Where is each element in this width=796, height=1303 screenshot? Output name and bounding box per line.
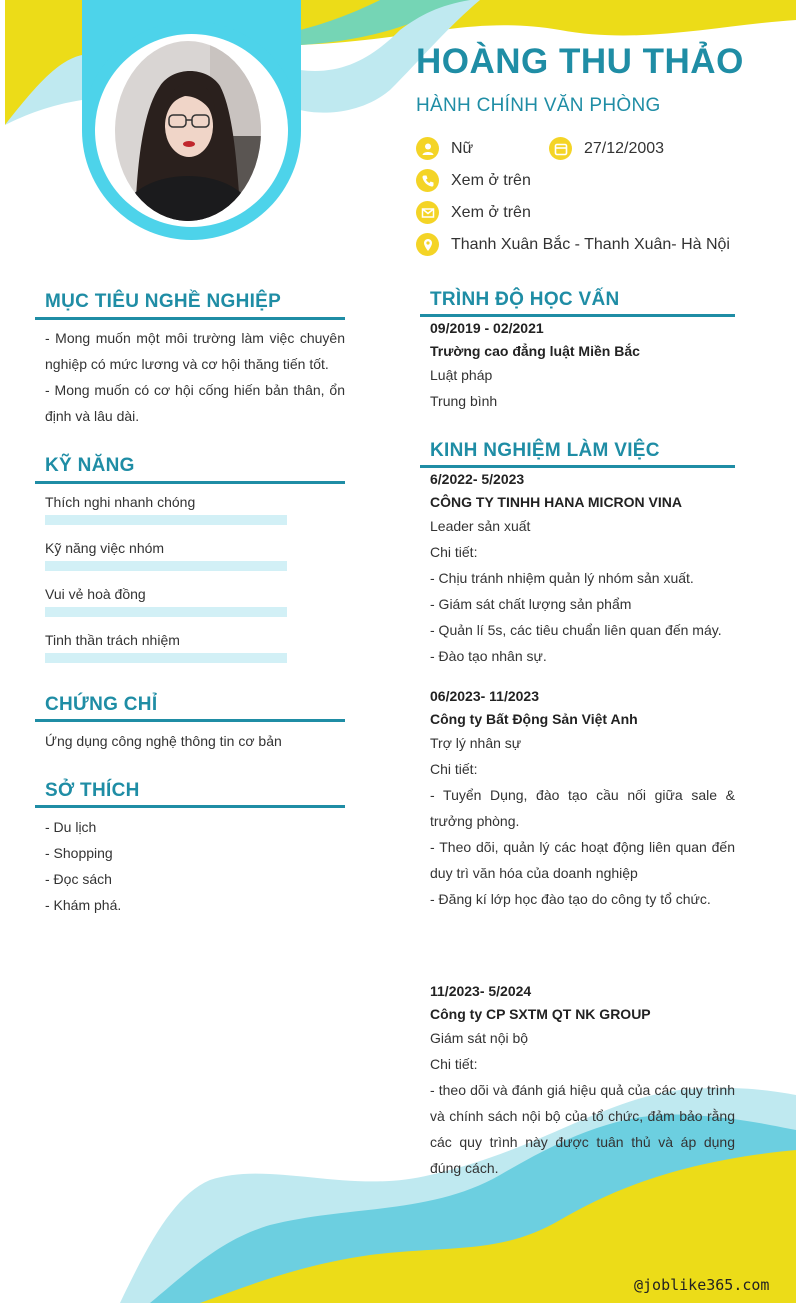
address-row bbox=[416, 233, 730, 256]
job-details-label: Chi tiết: bbox=[430, 544, 478, 560]
job-detail: - theo dõi và đánh giá hiệu quả của các quy trình và chính sách nội bộ của tổ chức, đảm bảo rằng các quy trình này được tuân thủ và áp dụng đúng cách. bbox=[430, 1082, 735, 1176]
hobbies-list bbox=[45, 814, 121, 918]
job-position: Giám sát nội bộ bbox=[430, 1030, 529, 1046]
user-icon bbox=[416, 137, 439, 160]
skills-title: KỸ NĂNG bbox=[45, 455, 135, 476]
job-detail: - Theo dõi, quản lý các hoạt động liên quan đến duy trì văn hóa của doanh nghiệp bbox=[430, 839, 735, 881]
education-block bbox=[430, 316, 735, 414]
job-period: 06/2023- 11/2023 bbox=[430, 688, 539, 704]
job-detail: - Đăng kí lớp học đào tạo do công ty tổ chức. bbox=[430, 891, 711, 907]
job-detail: - Chịu tránh nhiệm quản lý nhóm sản xuất. bbox=[430, 570, 694, 586]
certificates-title: CHỨNG CHỈ bbox=[45, 694, 158, 715]
job-position: Trợ lý nhân sự bbox=[430, 735, 522, 751]
hobby-item: - Shopping bbox=[45, 845, 113, 861]
job-detail: - Tuyển Dụng, đào tạo cầu nối giữa sale & trưởng phòng. bbox=[430, 787, 735, 829]
skill-label: Thích nghi nhanh chóng bbox=[45, 494, 196, 510]
skill-label: Vui vẻ hoà đồng bbox=[45, 586, 146, 602]
gender-value: Nữ bbox=[451, 139, 474, 157]
skill-bar bbox=[45, 607, 287, 617]
education-title: TRÌNH ĐỘ HỌC VẤN bbox=[430, 289, 620, 310]
education-school: Trường cao đẳng luật Miền Bắc bbox=[430, 343, 640, 359]
job-period: 11/2023- 5/2024 bbox=[430, 983, 532, 999]
job-details-label: Chi tiết: bbox=[430, 761, 478, 777]
hobbies-title: SỞ THÍCH bbox=[45, 780, 140, 801]
job-entry bbox=[430, 684, 735, 912]
candidate-name: HOÀNG THU THẢO bbox=[416, 42, 744, 81]
education-grade: Trung bình bbox=[430, 393, 498, 409]
hobby-item: - Khám phá. bbox=[45, 897, 122, 913]
hobby-item: - Du lịch bbox=[45, 819, 97, 835]
objective-title: MỤC TIÊU NGHỀ NGHIỆP bbox=[45, 291, 282, 312]
calendar-icon bbox=[549, 137, 572, 160]
skill-label: Kỹ năng việc nhóm bbox=[45, 540, 165, 556]
job-detail: - Quản lí 5s, các tiêu chuẩn liên quan đến máy. bbox=[430, 622, 722, 638]
birthdate-value: 27/12/2003 bbox=[584, 139, 665, 157]
profile-photo bbox=[115, 41, 261, 221]
job-company: CÔNG TY TINHH HANA MICRON VINA bbox=[430, 494, 682, 510]
job-entry bbox=[430, 467, 735, 669]
gender-row bbox=[416, 137, 473, 160]
skill-bar bbox=[45, 653, 287, 663]
skill-label: Tinh thần trách nhiệm bbox=[45, 632, 180, 648]
birthdate-row bbox=[549, 137, 664, 160]
education-period: 09/2019 - 02/2021 bbox=[430, 320, 544, 336]
education-major: Luật pháp bbox=[430, 367, 493, 383]
skill-bar bbox=[45, 561, 287, 571]
job-entry bbox=[430, 979, 735, 1181]
job-details-label: Chi tiết: bbox=[430, 1056, 478, 1072]
objective-line: - Mong muốn một môi trường làm việc chuyên nghiệp có mức lương và cơ hội thăng tiến tốt. bbox=[45, 330, 345, 372]
email-row bbox=[416, 201, 531, 224]
objective-line: - Mong muốn có cơ hội cống hiến bản thân, ổn định và lâu dài. bbox=[45, 382, 345, 424]
job-detail: - Đào tạo nhân sự. bbox=[430, 648, 547, 664]
hobby-item: - Đọc sách bbox=[45, 871, 112, 887]
candidate-role: HÀNH CHÍNH VĂN PHÒNG bbox=[416, 95, 661, 116]
phone-value: Xem ở trên bbox=[451, 171, 531, 189]
location-icon bbox=[416, 233, 439, 256]
email-value: Xem ở trên bbox=[451, 203, 531, 221]
address-value: Thanh Xuân Bắc - Thanh Xuân- Hà Nội bbox=[451, 235, 730, 253]
mail-icon bbox=[416, 201, 439, 224]
job-detail: - Giám sát chất lượng sản phẩm bbox=[430, 596, 632, 612]
footer-watermark[interactable]: @joblike365.com bbox=[634, 1276, 770, 1294]
experience-title: KINH NGHIỆM LÀM VIỆC bbox=[430, 440, 660, 461]
certificates-divider bbox=[35, 719, 345, 722]
objective-divider bbox=[35, 317, 345, 320]
certificate-item: Ứng dụng công nghệ thông tin cơ bản bbox=[45, 733, 282, 749]
skill-bar bbox=[45, 515, 287, 525]
job-period: 6/2022- 5/2023 bbox=[430, 471, 525, 487]
objective-text bbox=[45, 325, 345, 429]
phone-icon bbox=[416, 169, 439, 192]
hobbies-divider bbox=[35, 805, 345, 808]
job-company: Công ty CP SXTM QT NK GROUP bbox=[430, 1006, 651, 1022]
skills-divider bbox=[35, 481, 345, 484]
job-company: Công ty Bất Động Sản Việt Anh bbox=[430, 711, 638, 727]
job-position: Leader sản xuất bbox=[430, 518, 531, 534]
phone-row bbox=[416, 169, 531, 192]
